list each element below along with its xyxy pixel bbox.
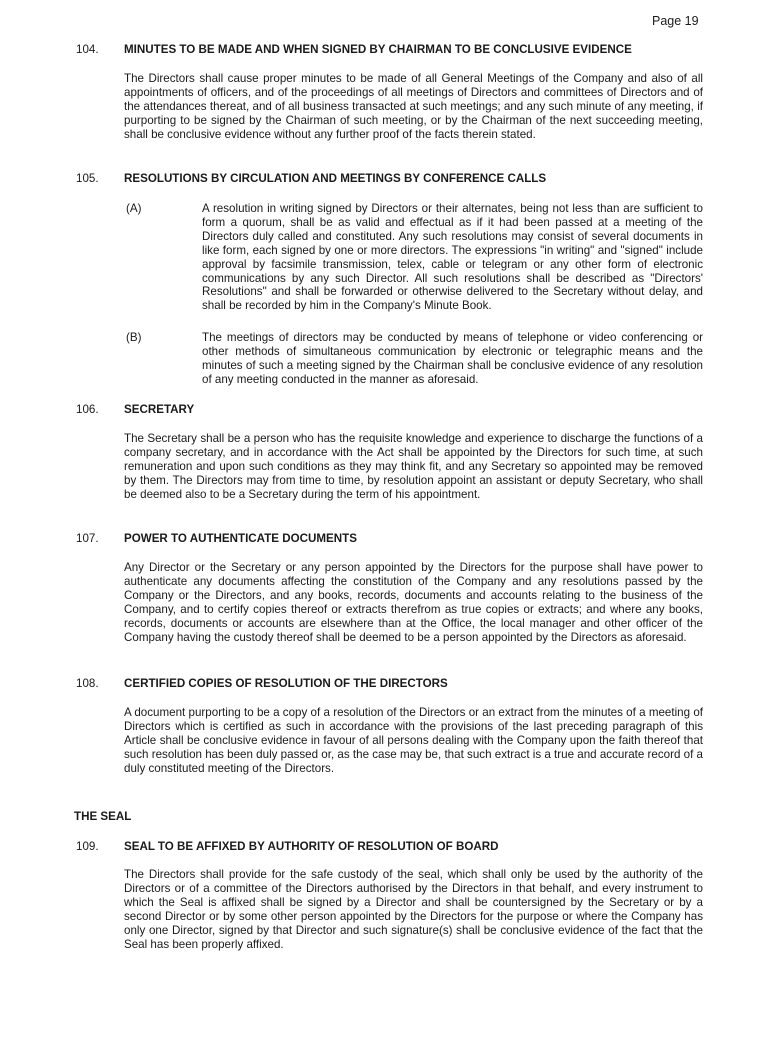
article-105-b-text: The meetings of directors may be conducted by means of telephone or video conferencing or other methods of simultaneous communication by electronic or telegraphic means and the minutes of such a meeting signed by the Chairman shall be conclusive evidence of any resolution of any meeting conducted in the manner as aforesaid. (202, 331, 703, 386)
article-108-heading: CERTIFIED COPIES OF RESOLUTION OF THE DIRECTORS (124, 677, 448, 690)
article-109-heading: SEAL TO BE AFFIXED BY AUTHORITY OF RESOLUTION OF BOARD (124, 840, 499, 853)
section-title: THE SEAL (74, 810, 132, 823)
article-107-text: Any Director or the Secretary or any person appointed by the Directors for the purpose shall have power to authenticate any documents affecting the constitution of the Company and any resolutions passed by the Company or the Directors, and any books, records, documents and accounts relating to the business of the Company, and to certify copies thereof or extracts therefrom as true copies or extracts; and where any books, records, documents or accounts are elsewhere than at the Office, the local manager and other officer of the Company having the custody thereof shall be deemed to be a person appointed by the Directors as aforesaid. (124, 561, 703, 644)
article-105-a-label: (A) (126, 202, 142, 215)
article-104-heading: MINUTES TO BE MADE AND WHEN SIGNED BY CHAIRMAN TO BE CONCLUSIVE EVIDENCE (124, 43, 632, 56)
article-107-heading: POWER TO AUTHENTICATE DOCUMENTS (124, 532, 357, 545)
article-108-text: A document purporting to be a copy of a resolution of the Directors or an extract from the minutes of a meeting of Directors which is certified as such in accordance with the provisions of the last preceding paragraph of this Article shall be conclusive evidence in favour of all persons dealing with the Company upon the faith thereof that such resolution has been duly passed or, as the case may be, that such extract is a true and accurate record of a duly constituted meeting of the Directors. (124, 706, 703, 775)
article-106-number: 106. (76, 403, 99, 416)
article-105-a-text: A resolution in writing signed by Directors or their alternates, being not less than are sufficient to form a quorum, shall be as valid and effectual as if it had been passed at a meeting of the Directors duly called and constituted. Any such resolutions may consist of several documents in like form, each signed by one or more directors. The expressions "in writing" and "signed" include approval by facsimile transmission, telex, cable or telegram or any other form of electronic communications by any such Director. All such resolutions shall be described as "Directors' Resolutions" and shall be forwarded or otherwise delivered to the Secretary without delay, and shall be recorded by him in the Company's Minute Book. (202, 202, 703, 313)
article-105-heading: RESOLUTIONS BY CIRCULATION AND MEETINGS BY CONFERENCE CALLS (124, 172, 547, 185)
article-106-heading: SECRETARY (124, 403, 195, 416)
article-107-number: 107. (76, 532, 99, 545)
article-104-text: The Directors shall cause proper minutes to be made of all General Meetings of the Company and also of all appointments of officers, and of the proceedings of all meetings of Directors and committees of Directors and of the attendances thereat, and of all business transacted at such meetings; and any such minute of any meeting, if purporting to be signed by the Chairman of such meeting, or by the Chairman of the next succeeding meeting, shall be conclusive evidence without any further proof of the facts therein stated. (124, 72, 703, 141)
article-105-number: 105. (76, 172, 99, 185)
article-104-number: 104. (76, 43, 99, 56)
page-number: Page 19 (652, 14, 699, 28)
article-109-number: 109. (76, 840, 99, 853)
article-109-text: The Directors shall provide for the safe custody of the seal, which shall only be used by the authority of the Directors or of a committee of the Directors authorised by the Directors in that behalf, and every instrument to which the Seal is affixed shall be signed by a Director and shall be countersigned by the Secretary or by a second Director or by some other person appointed by the Directors for the purpose or where the Company has only one Director, signed by that Director and such signature(s) shall be conclusive evidence of the fact that the Seal has been properly affixed. (124, 868, 703, 951)
article-108-number: 108. (76, 677, 99, 690)
article-105-b-label: (B) (126, 331, 142, 344)
article-106-text: The Secretary shall be a person who has the requisite knowledge and experience to discharge the functions of a company secretary, and in accordance with the Act shall be appointed by the Directors for such time, at such remuneration and upon such conditions as they may think fit, and any Secretary so appointed may be removed by them. The Directors may from time to time, by resolution appoint an assistant or deputy Secretary, who shall be deemed also to be a Secretary during the term of his appointment. (124, 432, 703, 501)
